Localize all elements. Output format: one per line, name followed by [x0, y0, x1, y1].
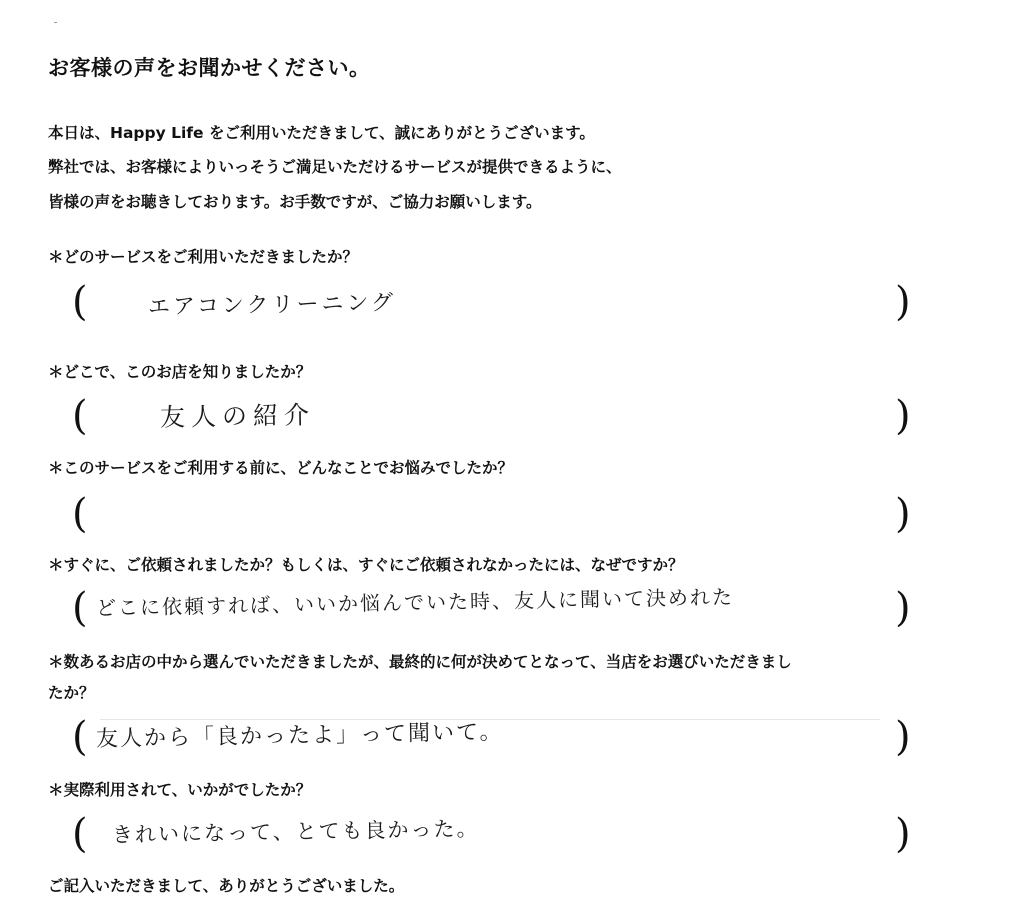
- answer-1-handwritten: エアコンクリーニング: [147, 290, 397, 320]
- answer-2-open-paren: (: [72, 393, 88, 439]
- answer-3-close-paren: ): [895, 491, 911, 537]
- intro-line-1: 本日は、Happy Life をご利用いただきまして、誠にありがとうございます。: [48, 124, 595, 142]
- question-6: ＊実際利用されて、いかがでしたか？: [48, 781, 312, 799]
- answer-5-open-paren: (: [72, 714, 88, 760]
- question-2: ＊どこで、このお店を知りましたか？: [48, 363, 312, 381]
- answer-5-close-paren: ): [895, 714, 911, 760]
- answer-4-handwritten: どこに依頼すれば、いいか悩んでいた時、友人に聞いて決めれた: [95, 584, 735, 620]
- answer-5-handwritten: 友人から「良かったよ」って聞いて。: [95, 719, 504, 752]
- scan-speck: [54, 22, 57, 23]
- answer-6-close-paren: ): [895, 811, 911, 857]
- question-5-line-2: たか？: [48, 684, 95, 702]
- closing-message: ご記入いただきまして、ありがとうございました。: [48, 877, 405, 895]
- answer-6-handwritten: きれいになって、とても良かった。: [111, 816, 480, 847]
- answer-1-open-paren: (: [72, 279, 88, 325]
- answer-1-close-paren: ): [895, 279, 911, 325]
- answer-3-open-paren: (: [72, 491, 88, 537]
- intro-line-2: 弊社では、お客様によりいっそうご満足いただけるサービスが提供できるように、: [48, 158, 622, 176]
- question-1: ＊どのサービスをご利用いただきましたか？: [48, 248, 359, 266]
- question-3: ＊このサービスをご利用する前に、どんなことでお悩みでしたか？: [48, 459, 514, 477]
- answer-2-close-paren: ): [895, 393, 911, 439]
- intro-line-3: 皆様の声をお聴きしております。お手数ですが、ご協力お願いします。: [48, 193, 542, 211]
- question-4: ＊すぐに、ご依頼されましたか？もしくは、すぐにご依頼されなかったには、なぜですか？: [48, 556, 684, 574]
- question-5-line-1: ＊数あるお店の中から選んでいただきましたが、最終的に何が決めてとなって、当店をお選びいただきまし: [48, 653, 792, 671]
- answer-4-open-paren: (: [72, 585, 88, 631]
- answer-4-close-paren: ): [895, 585, 911, 631]
- answer-2-handwritten: 友人の紹介: [159, 400, 316, 432]
- form-title: お客様の声をお聞かせください。: [48, 56, 371, 80]
- answer-6-open-paren: (: [72, 811, 88, 857]
